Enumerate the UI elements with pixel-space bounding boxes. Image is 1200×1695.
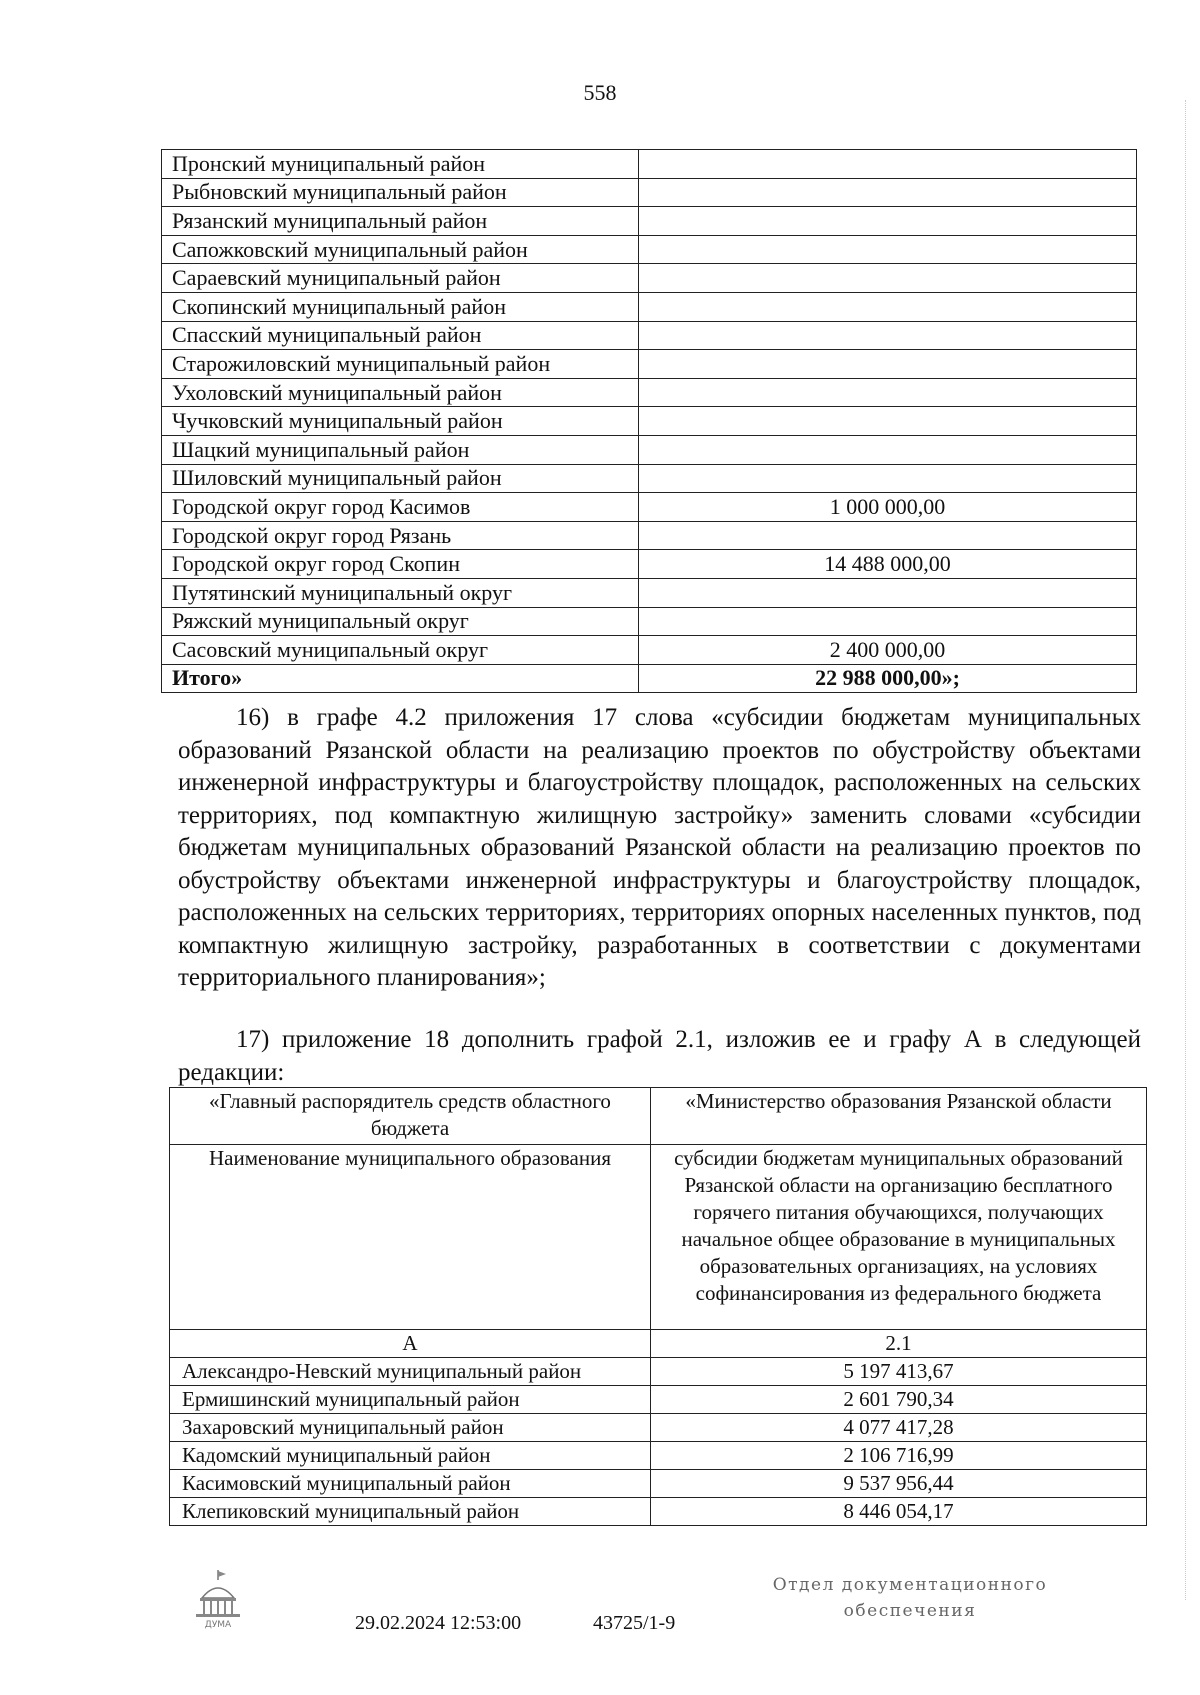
table-row <box>162 550 1137 579</box>
table-row <box>162 493 1137 522</box>
amount <box>639 235 1137 264</box>
municipality-name: Рыбновский муниципальный район <box>162 178 639 207</box>
paragraph-16: 16) в графе 4.2 приложения 17 слова «субсидии бюджетам муниципальных образований Рязанской области на реализацию проектов по обустройству объектами инженерной инфраструктуры и благоустройству площадок, расположенных на сельских территориях, под компактную жилищную застройку» заменить словами «субсидии бюджетам муниципальных образований Рязанской области на реализацию проектов по обустройству объектами инженерной инфраструктуры и благоустройству площадок, расположенных на сельских территориях, территориях опорных населенных пунктов, под компактную жилищную застройку, разработанных в соответствии с документами территориального планирования»; <box>178 704 1141 991</box>
stamp-line-2: обеспечения <box>843 1601 977 1621</box>
municipality-name: Александро-Невский муниципальный район <box>170 1358 651 1386</box>
subsidy-amount: 8 446 054,17 <box>651 1498 1147 1526</box>
municipality-name: Спасский муниципальный район <box>162 321 639 350</box>
municipality-name: Городской округ город Касимов <box>162 493 639 522</box>
subsidy-amount: 4 077 417,28 <box>651 1414 1147 1442</box>
table-row <box>170 1386 1147 1414</box>
municipality-name: Сараевский муниципальный район <box>162 264 639 293</box>
table-row <box>162 435 1137 464</box>
table-row <box>162 378 1137 407</box>
column-index-a: А <box>170 1330 651 1358</box>
municipality-name: Кадомский муниципальный район <box>170 1442 651 1470</box>
amount <box>639 292 1137 321</box>
amount <box>639 378 1137 407</box>
table-row <box>162 178 1137 207</box>
table-row <box>170 1498 1147 1526</box>
column-index-row <box>170 1330 1147 1358</box>
municipality-name: Шиловский муниципальный район <box>162 464 639 493</box>
appendix-18-table <box>169 1087 1147 1526</box>
municipality-name: Касимовский муниципальный район <box>170 1470 651 1498</box>
duma-emblem-icon <box>190 1568 246 1630</box>
paragraph-17: 17) приложение 18 дополнить графой 2.1, изложив ее и графу А в следующей редакции: <box>178 1026 1141 1086</box>
amount <box>639 321 1137 350</box>
municipality-name: Городской округ город Рязань <box>162 521 639 550</box>
table-row <box>162 207 1137 236</box>
amount <box>639 435 1137 464</box>
column-index-2-1: 2.1 <box>651 1330 1147 1358</box>
total-label: Итого» <box>162 664 639 693</box>
municipality-name: Захаровский муниципальный район <box>170 1414 651 1442</box>
municipality-name: Ухоловский муниципальный район <box>162 378 639 407</box>
amount <box>639 178 1137 207</box>
amount <box>639 207 1137 236</box>
table-row <box>162 407 1137 436</box>
department-stamp <box>760 1572 1060 1624</box>
table-row <box>162 607 1137 636</box>
municipality-name: Ряжский муниципальный округ <box>162 607 639 636</box>
stamp-line-1: Отдел документационного <box>772 1575 1048 1595</box>
municipality-name: Старожиловский муниципальный район <box>162 350 639 379</box>
allocation-table <box>161 149 1137 693</box>
municipality-name: Путятинский муниципальный округ <box>162 578 639 607</box>
subsidy-amount: 9 537 956,44 <box>651 1470 1147 1498</box>
table-row <box>162 292 1137 321</box>
amount <box>639 521 1137 550</box>
table-header-row <box>170 1145 1147 1330</box>
municipality-name: Скопинский муниципальный район <box>162 292 639 321</box>
total-value: 22 988 000,00»; <box>639 664 1137 693</box>
table-row <box>162 636 1137 665</box>
municipality-name: Рязанский муниципальный район <box>162 207 639 236</box>
municipality-name: Сасовский муниципальный округ <box>162 636 639 665</box>
total-row <box>162 664 1137 693</box>
amount <box>639 578 1137 607</box>
municipality-name: Городской округ город Скопин <box>162 550 639 579</box>
table-row <box>162 150 1137 179</box>
amount <box>639 264 1137 293</box>
page-number: 558 <box>583 80 617 105</box>
scan-edge-marks <box>1185 100 1200 1600</box>
municipality-name: Клепиковский муниципальный район <box>170 1498 651 1526</box>
table-row <box>162 321 1137 350</box>
amount: 1 000 000,00 <box>639 493 1137 522</box>
amount <box>639 407 1137 436</box>
municipality-name: Пронский муниципальный район <box>162 150 639 179</box>
subsidy-amount: 2 601 790,34 <box>651 1386 1147 1414</box>
footer-datetime: 29.02.2024 12:53:00 <box>355 1612 522 1634</box>
table-row <box>170 1470 1147 1498</box>
table-header-row <box>170 1088 1147 1145</box>
amount: 2 400 000,00 <box>639 636 1137 665</box>
table-row <box>170 1442 1147 1470</box>
subsidy-amount: 5 197 413,67 <box>651 1358 1147 1386</box>
table-row <box>170 1358 1147 1386</box>
emblem-caption: ДУМА <box>204 1620 232 1630</box>
municipality-name: Чучковский муниципальный район <box>162 407 639 436</box>
amount: 14 488 000,00 <box>639 550 1137 579</box>
footer-doc-code: 43725/1-9 <box>593 1612 676 1634</box>
table-row <box>162 521 1137 550</box>
amount <box>639 607 1137 636</box>
header-ministry: «Министерство образования Рязанской области <box>651 1088 1147 1145</box>
header-municipality-name: Наименование муниципального образования <box>170 1145 651 1330</box>
table-row <box>162 350 1137 379</box>
table-row <box>162 464 1137 493</box>
municipality-name: Сапожковский муниципальный район <box>162 235 639 264</box>
municipality-name: Ермишинский муниципальный район <box>170 1386 651 1414</box>
amount <box>639 464 1137 493</box>
municipality-name: Шацкий муниципальный район <box>162 435 639 464</box>
table-row <box>162 578 1137 607</box>
header-subsidy-description: субсидии бюджетам муниципальных образований Рязанской области на организацию бесплатного горячего питания обучающихся, получающих начальное общее образование в муниципальных образовательных организациях, на условиях софинансирования из федерального бюджета <box>651 1145 1147 1330</box>
header-chief-administrator: «Главный распорядитель средств областного бюджета <box>170 1088 651 1145</box>
table-row <box>162 235 1137 264</box>
table-row <box>170 1414 1147 1442</box>
amount <box>639 350 1137 379</box>
table-row <box>162 264 1137 293</box>
subsidy-amount: 2 106 716,99 <box>651 1442 1147 1470</box>
amount <box>639 150 1137 179</box>
